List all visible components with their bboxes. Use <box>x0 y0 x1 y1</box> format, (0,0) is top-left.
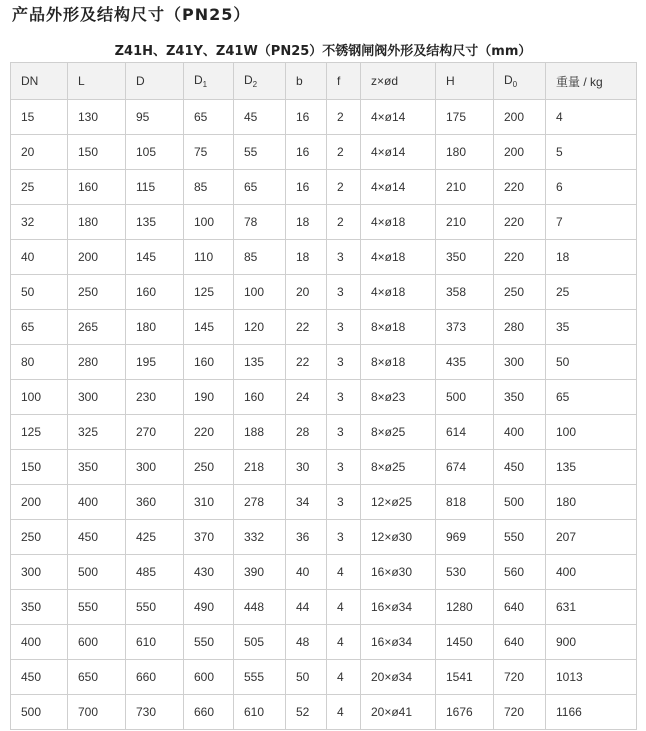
table-cell: 2 <box>327 170 361 205</box>
table-row <box>11 555 637 590</box>
table-header-row <box>11 63 637 100</box>
table-cell: 78 <box>234 205 286 240</box>
column-header-label: b <box>296 74 303 88</box>
column-header-label: L <box>78 74 85 88</box>
table-cell: 135 <box>126 205 184 240</box>
table-row <box>11 135 637 170</box>
table-cell: 530 <box>436 555 494 590</box>
table-cell: 650 <box>68 660 126 695</box>
table-cell: 485 <box>126 555 184 590</box>
table-cell: 50 <box>11 275 68 310</box>
table-row <box>11 345 637 380</box>
table-cell: 100 <box>546 415 637 450</box>
table-cell: 640 <box>494 625 546 660</box>
table-cell: 350 <box>68 450 126 485</box>
table-row <box>11 485 637 520</box>
table-cell: 85 <box>184 170 234 205</box>
table-cell: 505 <box>234 625 286 660</box>
table-cell: 265 <box>68 310 126 345</box>
column-header <box>68 63 126 100</box>
table-cell: 160 <box>184 345 234 380</box>
table-cell: 180 <box>436 135 494 170</box>
table-row <box>11 660 637 695</box>
table-cell: 16 <box>286 100 327 135</box>
table-cell: 150 <box>68 135 126 170</box>
table-cell: 50 <box>546 345 637 380</box>
column-header-label: DN <box>21 74 39 88</box>
table-row <box>11 205 637 240</box>
table-cell: 350 <box>494 380 546 415</box>
table-cell: 3 <box>327 450 361 485</box>
table-cell: 200 <box>494 135 546 170</box>
table-cell: 34 <box>286 485 327 520</box>
table-cell: 300 <box>68 380 126 415</box>
table-cell: 8×ø23 <box>361 380 436 415</box>
table-cell: 4×ø14 <box>361 100 436 135</box>
column-header-label: H <box>446 74 455 88</box>
table-row <box>11 100 637 135</box>
table-cell: 674 <box>436 450 494 485</box>
table-cell: 115 <box>126 170 184 205</box>
column-header <box>286 63 327 100</box>
table-cell: 55 <box>234 135 286 170</box>
column-header-label: D <box>244 73 253 87</box>
table-cell: 4 <box>327 660 361 695</box>
table-cell: 16×ø34 <box>361 625 436 660</box>
table-cell: 4 <box>327 590 361 625</box>
column-header <box>436 63 494 100</box>
column-header <box>494 63 546 100</box>
table-cell: 450 <box>11 660 68 695</box>
table-cell: 100 <box>234 275 286 310</box>
table-cell: 425 <box>126 520 184 555</box>
table-cell: 16×ø30 <box>361 555 436 590</box>
table-cell: 28 <box>286 415 327 450</box>
table-cell: 125 <box>11 415 68 450</box>
table-cell: 250 <box>184 450 234 485</box>
table-cell: 550 <box>184 625 234 660</box>
table-cell: 44 <box>286 590 327 625</box>
column-header <box>11 63 68 100</box>
table-cell: 65 <box>184 100 234 135</box>
table-cell: 720 <box>494 695 546 730</box>
table-cell: 640 <box>494 590 546 625</box>
table-cell: 4 <box>546 100 637 135</box>
table-cell: 22 <box>286 345 327 380</box>
table-cell: 550 <box>494 520 546 555</box>
table-cell: 2 <box>327 100 361 135</box>
table-cell: 500 <box>11 695 68 730</box>
table-row <box>11 380 637 415</box>
table-caption: Z41H、Z41Y、Z41W（PN25）不锈钢闸阀外形及结构尺寸（mm） <box>114 44 532 59</box>
column-header-label: D <box>136 74 145 88</box>
table-cell: 207 <box>546 520 637 555</box>
table-cell: 40 <box>286 555 327 590</box>
table-cell: 360 <box>126 485 184 520</box>
table-cell: 8×ø18 <box>361 345 436 380</box>
table-cell: 22 <box>286 310 327 345</box>
table-cell: 85 <box>234 240 286 275</box>
table-cell: 20 <box>11 135 68 170</box>
table-cell: 220 <box>494 205 546 240</box>
table-row <box>11 450 637 485</box>
table-cell: 120 <box>234 310 286 345</box>
table-cell: 2 <box>327 135 361 170</box>
table-cell: 16 <box>286 135 327 170</box>
table-cell: 200 <box>494 100 546 135</box>
table-cell: 400 <box>494 415 546 450</box>
column-header-label: 重量 / kg <box>556 74 603 89</box>
table-cell: 12×ø30 <box>361 520 436 555</box>
column-header-label: f <box>337 74 341 88</box>
table-cell: 700 <box>68 695 126 730</box>
table-cell: 631 <box>546 590 637 625</box>
table-cell: 325 <box>68 415 126 450</box>
table-cell: 1166 <box>546 695 637 730</box>
table-cell: 160 <box>234 380 286 415</box>
table-row <box>11 415 637 450</box>
table-cell: 5 <box>546 135 637 170</box>
column-header <box>126 63 184 100</box>
table-cell: 145 <box>126 240 184 275</box>
table-cell: 20 <box>286 275 327 310</box>
table-cell: 610 <box>126 625 184 660</box>
table-cell: 450 <box>494 450 546 485</box>
table-cell: 4 <box>327 555 361 590</box>
table-cell: 150 <box>11 450 68 485</box>
table-cell: 50 <box>286 660 327 695</box>
table-cell: 250 <box>11 520 68 555</box>
table-row <box>11 520 637 555</box>
table-cell: 48 <box>286 625 327 660</box>
table-row <box>11 170 637 205</box>
table-body <box>11 100 637 730</box>
table-cell: 65 <box>11 310 68 345</box>
table-cell: 3 <box>327 380 361 415</box>
table-cell: 818 <box>436 485 494 520</box>
table-cell: 4×ø18 <box>361 275 436 310</box>
table-cell: 900 <box>546 625 637 660</box>
column-header-label: D <box>504 73 513 87</box>
table-cell: 4×ø14 <box>361 135 436 170</box>
table-cell: 7 <box>546 205 637 240</box>
table-cell: 100 <box>11 380 68 415</box>
table-cell: 3 <box>327 485 361 520</box>
table-row <box>11 240 637 275</box>
table-row <box>11 310 637 345</box>
table-cell: 36 <box>286 520 327 555</box>
table-cell: 80 <box>11 345 68 380</box>
table-cell: 160 <box>126 275 184 310</box>
table-cell: 400 <box>546 555 637 590</box>
table-cell: 373 <box>436 310 494 345</box>
table-cell: 370 <box>184 520 234 555</box>
table-cell: 969 <box>436 520 494 555</box>
column-header <box>327 63 361 100</box>
table-cell: 220 <box>494 240 546 275</box>
table-cell: 2 <box>327 205 361 240</box>
column-header-subscript: 2 <box>252 80 258 89</box>
table-cell: 500 <box>68 555 126 590</box>
column-header-subscript: 1 <box>202 80 208 89</box>
table-cell: 550 <box>68 590 126 625</box>
table-row <box>11 695 637 730</box>
table-cell: 350 <box>436 240 494 275</box>
table-cell: 390 <box>234 555 286 590</box>
table-cell: 180 <box>68 205 126 240</box>
table-cell: 20×ø34 <box>361 660 436 695</box>
table-cell: 95 <box>126 100 184 135</box>
table-cell: 100 <box>184 205 234 240</box>
table-cell: 40 <box>11 240 68 275</box>
table-cell: 400 <box>68 485 126 520</box>
table-cell: 4×ø18 <box>361 205 436 240</box>
table-cell: 400 <box>11 625 68 660</box>
column-header <box>184 63 234 100</box>
table-cell: 18 <box>546 240 637 275</box>
table-cell: 560 <box>494 555 546 590</box>
table-cell: 32 <box>11 205 68 240</box>
table-cell: 600 <box>184 660 234 695</box>
table-cell: 220 <box>184 415 234 450</box>
table-cell: 15 <box>11 100 68 135</box>
table-cell: 8×ø25 <box>361 415 436 450</box>
table-cell: 18 <box>286 205 327 240</box>
table-cell: 730 <box>126 695 184 730</box>
table-cell: 200 <box>68 240 126 275</box>
table-cell: 250 <box>68 275 126 310</box>
table-cell: 230 <box>126 380 184 415</box>
table-cell: 1450 <box>436 625 494 660</box>
table-cell: 3 <box>327 310 361 345</box>
table-cell: 25 <box>11 170 68 205</box>
table-cell: 1013 <box>546 660 637 695</box>
table-cell: 3 <box>327 345 361 380</box>
table-cell: 720 <box>494 660 546 695</box>
table-cell: 65 <box>234 170 286 205</box>
table-cell: 448 <box>234 590 286 625</box>
table-cell: 25 <box>546 275 637 310</box>
table-cell: 610 <box>234 695 286 730</box>
table-cell: 500 <box>494 485 546 520</box>
table-cell: 3 <box>327 415 361 450</box>
table-cell: 218 <box>234 450 286 485</box>
table-cell: 500 <box>436 380 494 415</box>
table-cell: 130 <box>68 100 126 135</box>
table-cell: 1676 <box>436 695 494 730</box>
table-cell: 278 <box>234 485 286 520</box>
table-cell: 3 <box>327 240 361 275</box>
table-cell: 300 <box>11 555 68 590</box>
table-cell: 145 <box>184 310 234 345</box>
table-cell: 18 <box>286 240 327 275</box>
table-cell: 4 <box>327 625 361 660</box>
table-cell: 450 <box>68 520 126 555</box>
table-cell: 358 <box>436 275 494 310</box>
table-cell: 200 <box>11 485 68 520</box>
table-cell: 250 <box>494 275 546 310</box>
table-cell: 190 <box>184 380 234 415</box>
table-cell: 6 <box>546 170 637 205</box>
table-cell: 435 <box>436 345 494 380</box>
table-cell: 30 <box>286 450 327 485</box>
table-cell: 52 <box>286 695 327 730</box>
table-cell: 4 <box>327 695 361 730</box>
table-cell: 180 <box>546 485 637 520</box>
table-cell: 4×ø18 <box>361 240 436 275</box>
table-cell: 550 <box>126 590 184 625</box>
table-cell: 188 <box>234 415 286 450</box>
table-cell: 614 <box>436 415 494 450</box>
column-header-label: z×ød <box>371 74 399 88</box>
column-header <box>546 63 637 100</box>
table-cell: 300 <box>494 345 546 380</box>
page-title: 产品外形及结构尺寸（PN25） <box>12 5 251 24</box>
table-cell: 3 <box>327 520 361 555</box>
table-cell: 175 <box>436 100 494 135</box>
table-cell: 110 <box>184 240 234 275</box>
table-cell: 135 <box>546 450 637 485</box>
table-cell: 8×ø25 <box>361 450 436 485</box>
table-cell: 210 <box>436 205 494 240</box>
table-cell: 1280 <box>436 590 494 625</box>
table-cell: 660 <box>126 660 184 695</box>
table-cell: 125 <box>184 275 234 310</box>
table-cell: 210 <box>436 170 494 205</box>
table-cell: 12×ø25 <box>361 485 436 520</box>
table-cell: 270 <box>126 415 184 450</box>
table-cell: 280 <box>68 345 126 380</box>
table-cell: 310 <box>184 485 234 520</box>
table-row <box>11 590 637 625</box>
table-cell: 4×ø14 <box>361 170 436 205</box>
table-row <box>11 625 637 660</box>
table-cell: 220 <box>494 170 546 205</box>
table-cell: 195 <box>126 345 184 380</box>
table-cell: 65 <box>546 380 637 415</box>
table-cell: 35 <box>546 310 637 345</box>
table-cell: 490 <box>184 590 234 625</box>
table-cell: 660 <box>184 695 234 730</box>
table-cell: 8×ø18 <box>361 310 436 345</box>
table-cell: 180 <box>126 310 184 345</box>
table-cell: 45 <box>234 100 286 135</box>
table-cell: 75 <box>184 135 234 170</box>
table-cell: 280 <box>494 310 546 345</box>
dimension-table <box>10 62 637 730</box>
table-cell: 300 <box>126 450 184 485</box>
table-cell: 160 <box>68 170 126 205</box>
table-cell: 16×ø34 <box>361 590 436 625</box>
table-cell: 3 <box>327 275 361 310</box>
column-header-subscript: 0 <box>512 80 518 89</box>
table-cell: 1541 <box>436 660 494 695</box>
table-cell: 600 <box>68 625 126 660</box>
table-cell: 350 <box>11 590 68 625</box>
table-cell: 555 <box>234 660 286 695</box>
table-cell: 105 <box>126 135 184 170</box>
table-cell: 135 <box>234 345 286 380</box>
table-cell: 16 <box>286 170 327 205</box>
table-cell: 24 <box>286 380 327 415</box>
table-cell: 332 <box>234 520 286 555</box>
column-header-label: D <box>194 73 203 87</box>
column-header <box>361 63 436 100</box>
table-cell: 20×ø41 <box>361 695 436 730</box>
table-cell: 430 <box>184 555 234 590</box>
column-header <box>234 63 286 100</box>
table-row <box>11 275 637 310</box>
